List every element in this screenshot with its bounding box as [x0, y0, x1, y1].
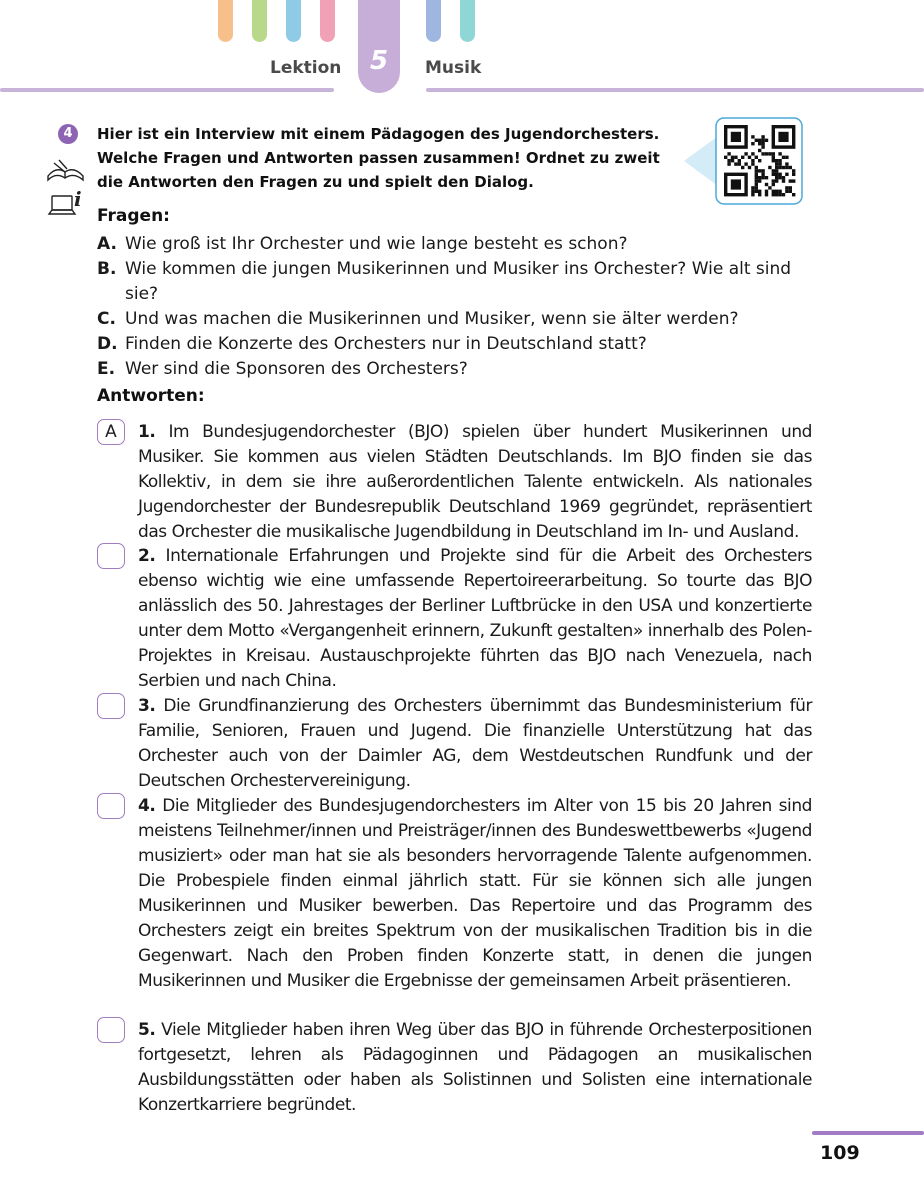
- answer-number: 4.: [138, 796, 156, 816]
- lesson-badge: [358, 0, 400, 93]
- questions-list: [97, 232, 812, 382]
- color-tab: [460, 0, 475, 42]
- question-text: Finden die Konzerte des Orchesters nur in Deutschland statt?: [125, 334, 647, 354]
- answer-body: Die Grundfinanzierung des Orchesters übernimmt das Bundesministerium für Familie, Senioren, Frauen und Jugend. Die finanzielle Unterstützung hat das Orchester auch von der Daimler AG, dem Westdeutschen Rundfunk und der Deutschen Orchestervereinigung.: [138, 696, 812, 791]
- instruction-line: Welche Fragen und Antworten passen zusammen! Ordnet zu zweit: [97, 149, 660, 167]
- question-item: [97, 232, 812, 257]
- header-rule-left: [0, 88, 334, 92]
- header-rule-right: [426, 88, 924, 92]
- answers-heading: Antworten:: [97, 386, 205, 406]
- book-icon: [48, 160, 83, 180]
- question-letter: B.: [97, 259, 117, 279]
- answer-match-box[interactable]: [97, 793, 125, 819]
- color-tab: [426, 0, 441, 42]
- answer-text: [138, 794, 812, 994]
- lesson-number: 5: [369, 46, 389, 76]
- exercise-instruction: [97, 122, 677, 194]
- answer-body: Viele Mitglieder haben ihren Weg über das BJO in führende Orchesterpositionen fortgesetzt, lehren als Pädagoginnen und Pädagogen an musikalischen Ausbildungsstätten oder haben als Solistinnen und Solisten eine internationale Konzertkarriere begründet.: [138, 1020, 812, 1115]
- answer-body: Die Mitglieder des Bundesjugendorchesters im Alter von 15 bis 20 Jahren sind meistens Teilnehmer/innen und Preisträger/innen des Bundeswettbewerbs «Jugend musiziert» oder man hat sie als besonders hervorragende Talente aufgenommen. Die Probespiele finden einmal jährlich statt. Für sie können sich alle jungen Musikerinnen und Musiker bewerben. Das Repertoire und das Programm des Orchesters zeigt ein breites Spektrum von der musikalischen Tradition bis in die Gegenwart. Nach den Proben finden Konzerte statt, in denen die jungen Musikerinnen und Musiker die Ergebnisse der gemeinsamen Arbeit präsentieren.: [138, 796, 812, 991]
- color-tab: [286, 0, 301, 42]
- instruction-line: Hier ist ein Interview mit einem Pädagogen des Jugendorchesters.: [97, 125, 660, 143]
- question-text: Wie groß ist Ihr Orchester und wie lange besteht es schon?: [125, 234, 628, 254]
- question-letter: C.: [97, 309, 116, 329]
- exercise-number: 4: [58, 124, 78, 144]
- answer-body: Im Bundesjugendorchester (BJO) spielen über hundert Musikerinnen und Musiker. Sie kommen aus vielen Städten Deutschlands. Im BJO finden sie das Kollektiv, in dem sie ihre außerordentlichen Talente entwickeln. Als nationales Jugendorchester der Bundesrepublik Deutschland 1969 gegründet, repräsentiert das Orchester die musikalische Jugendbildung in Deutschland im In- und Ausland.: [138, 422, 812, 542]
- answer-number: 1.: [138, 422, 156, 442]
- qr-pointer-shape: [684, 136, 718, 186]
- answer-number: 3.: [138, 696, 156, 716]
- qr-code-block[interactable]: [684, 116, 804, 206]
- question-item: [97, 257, 812, 307]
- answer-text: [138, 420, 812, 545]
- svg-text:i: i: [74, 187, 82, 211]
- answer-body: Internationale Erfahrungen und Projekte sind für die Arbeit des Orchesters ebenso wichtig wie eine umfassende Repertoireerarbeitung. So tourte das BJO anlässlich des 50. Jahrestages der Berliner Luftbrücke in den USA und konzertierte unter dem Motto «Vergangenheit erinnern, Zukunft gestalten» innerhalb des Polen-Projektes in Kreisau. Austauschprojekte führten das BJO nach Venezuela, nach Serbien und nach China.: [138, 546, 812, 691]
- question-letter: D.: [97, 334, 118, 354]
- answer-match-box[interactable]: [97, 693, 125, 719]
- color-tab: [320, 0, 335, 42]
- questions-heading: Fragen:: [97, 206, 170, 226]
- question-item: [97, 332, 812, 357]
- color-tab: [218, 0, 233, 42]
- topic-label: Musik: [425, 58, 482, 78]
- exercise-icons: [46, 156, 86, 228]
- answer-text: [138, 544, 812, 694]
- question-item: [97, 357, 812, 382]
- instruction-line: die Antworten den Fragen zu und spielt den Dialog.: [97, 173, 534, 191]
- answer-text: [138, 1018, 812, 1118]
- color-tab: [252, 0, 267, 42]
- laptop-info-icon: [49, 187, 82, 214]
- question-letter: E.: [97, 359, 116, 379]
- question-text: Wie kommen die jungen Musikerinnen und Musiker ins Orchester? Wie alt sind sie?: [125, 259, 792, 304]
- answer-match-box[interactable]: A: [97, 419, 125, 445]
- footer-rule: [812, 1131, 924, 1135]
- question-text: Wer sind die Sponsoren des Orchesters?: [125, 359, 468, 379]
- question-item: [97, 307, 812, 332]
- answer-match-box[interactable]: [97, 1017, 125, 1043]
- answer-match-box[interactable]: [97, 543, 125, 569]
- page-number: 109: [820, 1142, 860, 1164]
- question-text: Und was machen die Musikerinnen und Musiker, wenn sie älter werden?: [125, 309, 739, 329]
- question-letter: A.: [97, 234, 117, 254]
- answer-number: 5.: [138, 1020, 156, 1040]
- answer-text: [138, 694, 812, 794]
- lesson-label: Lektion: [270, 58, 342, 78]
- answer-number: 2.: [138, 546, 156, 566]
